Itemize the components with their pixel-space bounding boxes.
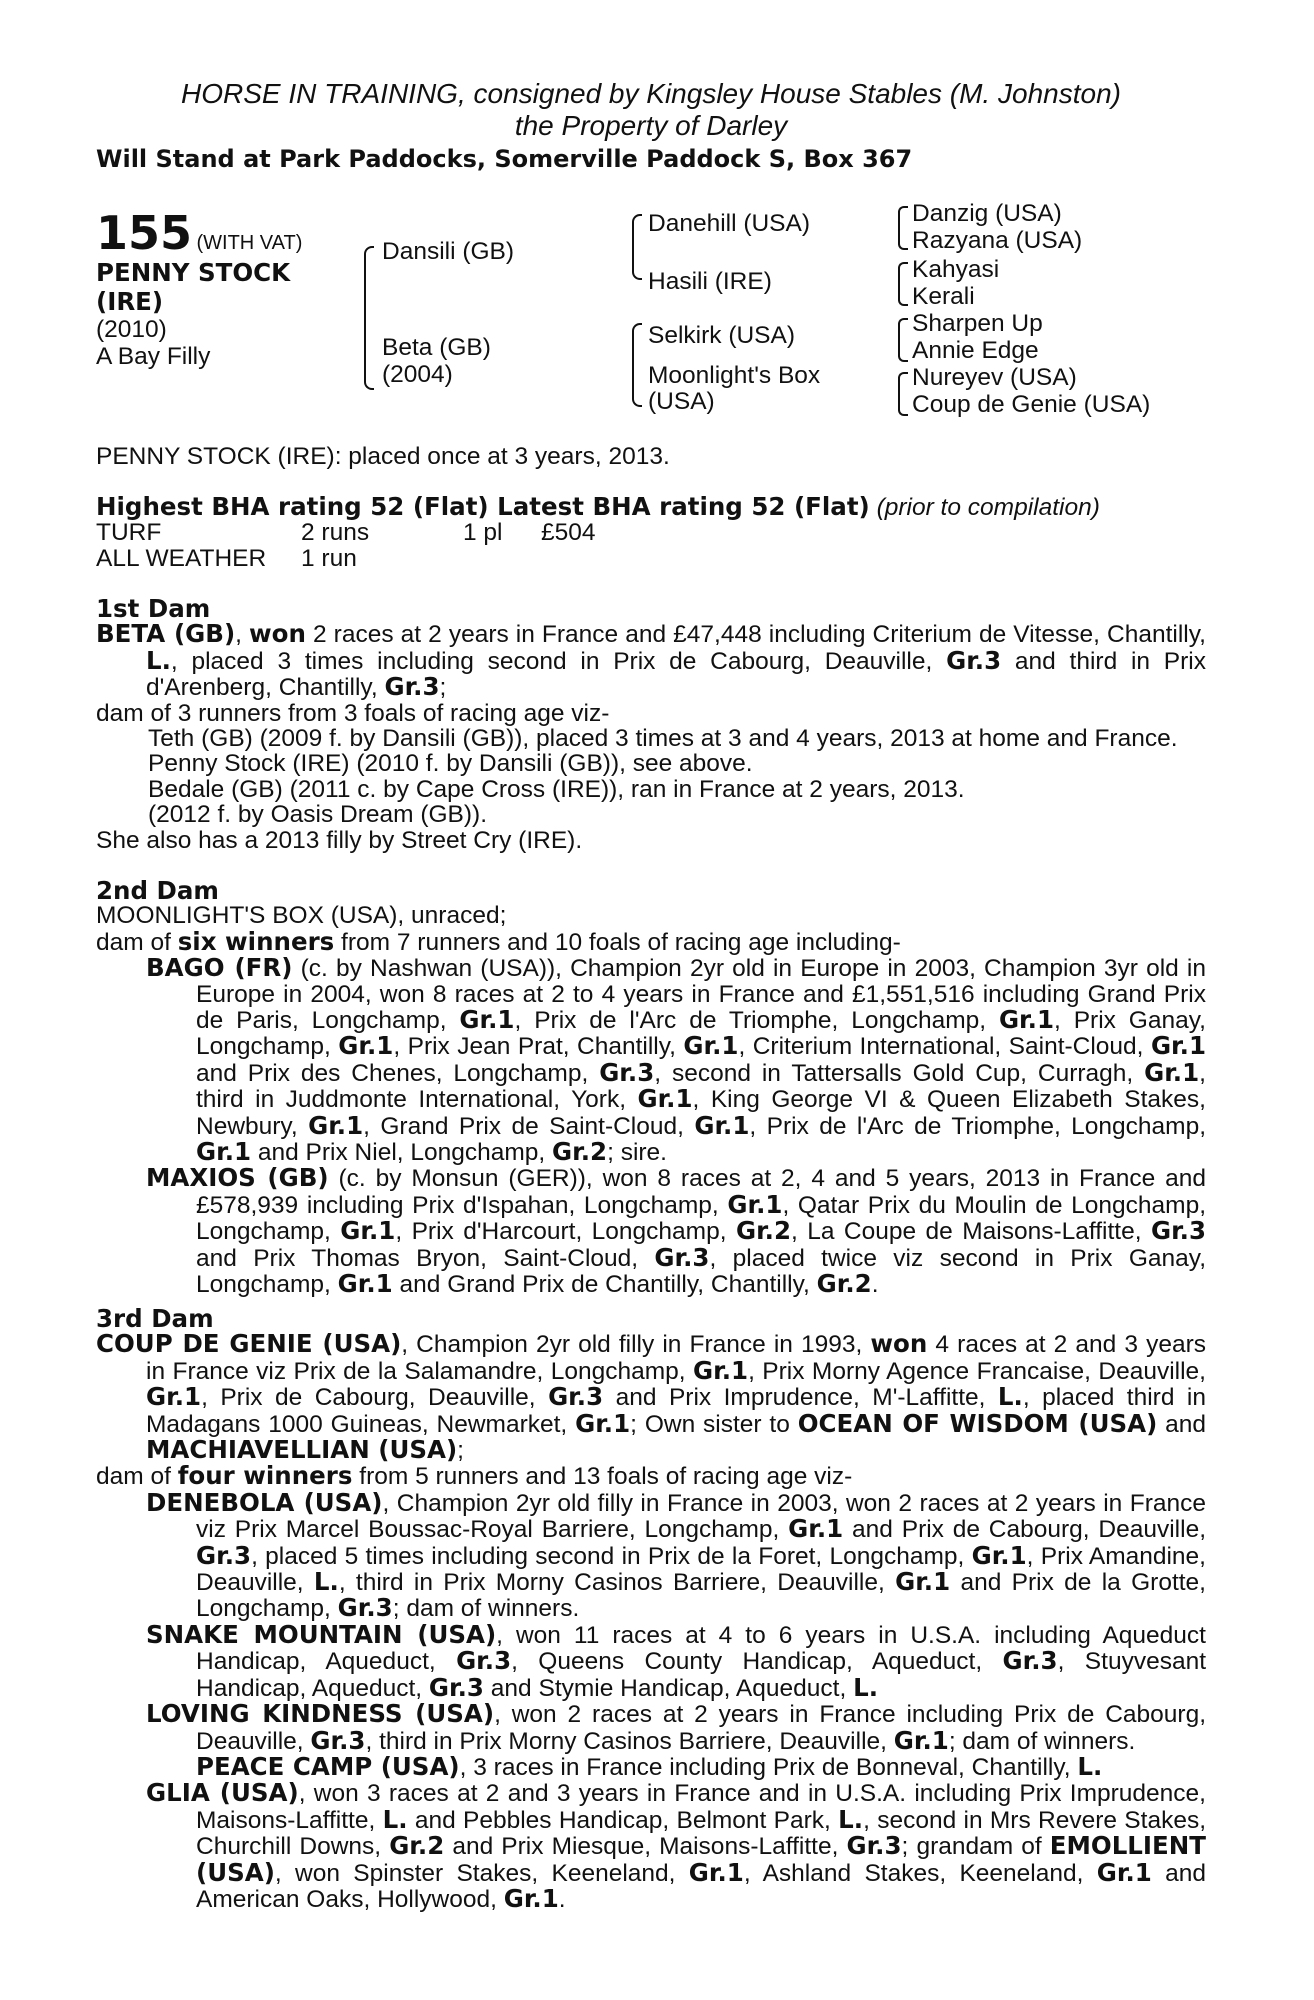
text-run: , placed third in Madagans 1000 Guineas, Newmarket, xyxy=(146,1384,1207,1438)
brace-gen1 xyxy=(364,246,374,390)
bold-text: Gr.1 xyxy=(895,1567,951,1597)
bold-text: Gr.3 xyxy=(337,1593,393,1623)
text-run: , placed twice viz second in Prix Ganay, Longchamp, xyxy=(196,1244,1206,1299)
bold-text: BETA (GB) xyxy=(96,619,236,649)
bold-text: DENEBOLA (USA) xyxy=(146,1487,383,1517)
text-run: ; Own sister to xyxy=(630,1410,798,1438)
pedigree-sire-dam: Hasili (IRE) xyxy=(648,268,772,295)
text-run: , Grand Prix de Saint-Cloud, xyxy=(363,1112,695,1140)
bold-text: Gr.2 xyxy=(552,1137,608,1167)
bold-text: Gr.3 xyxy=(456,1646,512,1676)
second-dam-section xyxy=(96,878,1206,1298)
pedigree-dam-year: (2004) xyxy=(382,361,453,388)
text-run: , Prix Jean Prat, Chantilly, xyxy=(393,1033,684,1061)
bold-text: SNAKE MOUNTAIN (USA) xyxy=(146,1619,497,1649)
pedigree-sire: Dansili (GB) xyxy=(382,238,515,265)
catalogue-page xyxy=(96,78,1207,1913)
brace-g3-1 xyxy=(898,206,908,250)
first-dam-heading: 1st Dam xyxy=(96,594,211,623)
bold-text: Gr.3 xyxy=(548,1382,604,1412)
aw-record xyxy=(96,546,1206,571)
text-run: and Prix Miesque, Maisons-Laffitte, xyxy=(444,1833,847,1861)
bold-text: Gr.1 xyxy=(575,1408,631,1438)
bold-text: Gr.1 xyxy=(1144,1057,1200,1087)
first-dam-foal-1: Teth (GB) (2009 f. by Dansili (GB)), placed 3 times at 3 and 4 years, 2013 at home and France. xyxy=(148,725,1178,753)
pedigree-dss: Sharpen Up xyxy=(912,310,1043,337)
bold-text: Gr.1 xyxy=(971,1540,1027,1570)
third-dam-entry-loving-kindness xyxy=(96,1701,1206,1754)
pedigree-dam: Beta (GB) xyxy=(382,334,491,361)
location-line: Will Stand at Park Paddocks, Somerville Paddock S, Box 367 xyxy=(96,145,913,173)
lot-number: 155 xyxy=(96,206,193,260)
pedigree-dam-sire: Selkirk (USA) xyxy=(648,322,796,349)
turf-label: TURF xyxy=(96,519,162,547)
third-dam-produce-intro xyxy=(96,1463,1206,1489)
bold-text: Gr.1 xyxy=(788,1514,844,1544)
text-run: , Stuyvesant Handicap, Aqueduct, xyxy=(196,1648,1206,1702)
bold-text: Gr.1 xyxy=(694,1110,750,1140)
bold-text: Gr.1 xyxy=(503,1883,559,1913)
text-run: , 3 races in France including Prix de Bonneval, Chantilly, xyxy=(459,1753,1078,1781)
third-dam-entry-glia xyxy=(96,1780,1206,1912)
first-dam-produce-intro: dam of 3 runners from 3 foals of racing age viz- xyxy=(96,699,610,727)
horse-name: PENNY STOCK xyxy=(96,258,291,287)
text-run: , Prix Ganay, Longchamp, xyxy=(196,1007,1206,1061)
text-run: , La Coupe de Maisons-Laffitte, xyxy=(791,1218,1151,1246)
bold-text: Gr.3 xyxy=(846,1831,902,1861)
first-dam-foal-2: Penny Stock (IRE) (2010 f. by Dansili (GB)), see above. xyxy=(148,750,753,778)
text-run: , won 3 races at 2 and 3 years in France and in U.S.A. including Prix Imprudence, Maisons-Laffitte, xyxy=(196,1780,1206,1834)
first-dam-foal-4: (2012 f. by Oasis Dream (GB)). xyxy=(148,801,488,829)
text-run: from 7 runners and 10 foals of racing age including- xyxy=(334,928,901,956)
bold-text: OCEAN OF WISDOM (USA) xyxy=(797,1408,1158,1438)
horse-description: A Bay Filly xyxy=(96,343,211,370)
bold-text: Gr.2 xyxy=(389,1831,445,1861)
first-dam-foal-3: Bedale (GB) (2011 c. by Cape Cross (IRE)), ran in France at 2 years, 2013. xyxy=(148,775,965,803)
bold-text: COUP DE GENIE (USA) xyxy=(96,1329,402,1359)
rating-text: Highest BHA rating 52 (Flat) Latest BHA rating 52 (Flat) xyxy=(96,492,870,521)
pedigree-sss: Danzig (USA) xyxy=(912,200,1062,227)
bold-text: Gr.2 xyxy=(816,1269,872,1299)
bold-text: Gr.3 xyxy=(310,1725,366,1755)
pedigree-sire-sire: Danehill (USA) xyxy=(648,210,811,237)
bold-text: L. xyxy=(838,1804,864,1834)
bold-text: Gr.3 xyxy=(1002,1646,1058,1676)
text-run: ; xyxy=(457,1437,464,1465)
text-run: , won 2 races at 2 years in France including Prix de Cabourg, Deauville, xyxy=(196,1701,1206,1755)
aw-runs: 1 run xyxy=(301,544,357,572)
bold-text: L. xyxy=(313,1567,339,1597)
text-run: , won Spinster Stakes, Keeneland, xyxy=(274,1859,689,1887)
second-dam-entry-maxios xyxy=(96,1165,1206,1297)
brace-g3-4 xyxy=(898,372,908,416)
bold-text: Gr.1 xyxy=(688,1857,744,1887)
bold-text: GLIA (USA) xyxy=(146,1778,299,1808)
bold-text: MACHIAVELLIAN (USA) xyxy=(146,1435,458,1465)
text-run: , third in Prix Morny Casinos Barriere, Deauville, xyxy=(338,1569,896,1597)
pedigree-sds: Kahyasi xyxy=(912,256,1000,283)
pedigree-dds: Nureyev (USA) xyxy=(912,364,1077,391)
bold-text: Gr.3 xyxy=(196,1540,252,1570)
text-run: , Queens County Handicap, Aqueduct, xyxy=(511,1648,1003,1676)
bold-text: Gr.3 xyxy=(654,1242,710,1272)
text-run: , Prix Amandine, Deauville, xyxy=(196,1542,1206,1597)
pedigree-sdd: Kerali xyxy=(912,283,975,310)
page-header xyxy=(96,78,1206,176)
horse-name-country: (IRE) xyxy=(96,287,164,316)
text-run: , Prix de Cabourg, Deauville, xyxy=(201,1384,549,1412)
text-run: , second in Tattersalls Gold Cup, Curragh, xyxy=(654,1059,1145,1087)
brace-g3-3 xyxy=(898,318,908,362)
bold-text: L. xyxy=(853,1672,878,1702)
bold-text: six winners xyxy=(177,926,335,956)
bold-text: Gr.1 xyxy=(727,1189,783,1219)
bold-text: Gr.1 xyxy=(459,1005,515,1035)
brace-sire-line xyxy=(632,214,642,280)
text-run: , third in Juddmonte International, York, xyxy=(196,1059,1206,1114)
bold-text: Gr.1 xyxy=(340,1216,396,1246)
bold-text: PEACE CAMP (USA) xyxy=(196,1751,460,1781)
first-dam-section xyxy=(96,596,1206,853)
text-run: and Prix de la Grotte, Longchamp, xyxy=(196,1569,1206,1623)
text-run: , Criterium International, Saint-Cloud, xyxy=(738,1033,1151,1061)
turf-prize: £504 xyxy=(541,519,596,547)
third-dam-entry-snake-mountain xyxy=(96,1619,1206,1702)
bold-text: BAGO (FR) xyxy=(146,953,293,983)
text-run: , placed 5 times including second in Prix de la Foret, Longchamp, xyxy=(251,1542,972,1570)
text-run: , Prix Morny Agence Francaise, Deauville, xyxy=(748,1357,1206,1385)
text-run: and Stymie Handicap, Aqueduct, xyxy=(483,1674,854,1702)
text-run: , Prix de l'Arc de Triomphe, Longchamp, xyxy=(749,1112,1207,1140)
pedigree-ssd: Razyana (USA) xyxy=(912,227,1083,254)
bold-text: Gr.1 xyxy=(693,1355,749,1385)
lot-block xyxy=(96,208,396,370)
bold-text: Gr.1 xyxy=(1096,1857,1152,1887)
text-run: and third in Prix d'Arenberg, Chantilly, xyxy=(146,647,1206,702)
bold-text: Gr.3 xyxy=(599,1057,655,1087)
bold-text: MAXIOS (GB) xyxy=(146,1163,329,1193)
turf-placings: 1 pl xyxy=(463,519,503,547)
text-run: , Qatar Prix du Moulin de Longchamp, Longchamp, xyxy=(196,1191,1206,1246)
text-run: and Prix Thomas Bryon, Saint-Cloud, xyxy=(196,1244,655,1272)
rating-block xyxy=(96,494,1206,571)
text-run: , Champion 2yr old filly in France in 2003, won 2 races at 2 years in France viz Prix Marcel Boussac-Royal Barriere, Longchamp, xyxy=(196,1489,1207,1544)
second-dam-produce-intro xyxy=(96,926,1206,956)
first-dam-note: She also has a 2013 filly by Street Cry (IRE). xyxy=(96,826,583,854)
bold-text: Gr.1 xyxy=(1150,1031,1206,1061)
bold-text: Gr.1 xyxy=(637,1084,693,1114)
text-run: , Champion 2yr old filly in France in 1993, xyxy=(401,1331,871,1359)
third-dam-record xyxy=(96,1331,1206,1463)
bold-text: won xyxy=(870,1329,928,1359)
rating-note: (prior to compilation) xyxy=(876,494,1100,521)
bold-text: Gr.1 xyxy=(196,1137,252,1167)
pedigree-ddd: Coup de Genie (USA) xyxy=(912,391,1151,418)
turf-runs: 2 runs xyxy=(301,519,370,547)
bold-text: Gr.1 xyxy=(893,1725,949,1755)
bold-text: L. xyxy=(146,645,171,675)
third-dam-section xyxy=(96,1306,1206,1912)
first-dam-record xyxy=(96,621,1206,700)
text-run: , third in Prix Morny Casinos Barriere, Deauville, xyxy=(365,1727,894,1755)
bold-text: L. xyxy=(382,1804,408,1834)
text-run: and xyxy=(1157,1410,1206,1438)
text-run: (c. by Nashwan (USA)), Champion 2yr old in Europe in 2003, Champion 3yr old in Europe in 2004, won 8 races at 2 to 4 years in France and £1,551,516 including Grand Prix de Paris, Longchamp, xyxy=(196,955,1206,1035)
consignor-line: HORSE IN TRAINING, consigned by Kingsley House Stables (M. Johnston) xyxy=(181,78,1121,109)
third-dam-heading: 3rd Dam xyxy=(96,1304,214,1333)
text-run: , won 11 races at 4 to 6 years in U.S.A. including Aqueduct Handicap, Aqueduct, xyxy=(196,1621,1206,1676)
text-run: , King George VI & Queen Elizabeth Stakes, Newbury, xyxy=(196,1086,1206,1140)
text-run: , Ashland Stakes, Keeneland, xyxy=(743,1859,1097,1887)
bold-text: Gr.1 xyxy=(998,1005,1054,1035)
pedigree-dam-dam: Moonlight's Box xyxy=(648,362,821,389)
bold-text: Gr.3 xyxy=(1150,1216,1207,1246)
text-run: 4 races at 2 and 3 years in France viz Prix de la Salamandre, Longchamp, xyxy=(146,1331,1207,1385)
race-summary: PENNY STOCK (IRE): placed once at 3 years, 2013. xyxy=(96,443,670,470)
text-run: ; dam of winners. xyxy=(948,1727,1136,1755)
bold-text: Gr.1 xyxy=(146,1382,202,1412)
text-run: and Prix Imprudence, M'-Laffitte, xyxy=(603,1384,998,1412)
brace-dam-line xyxy=(632,323,642,407)
text-run: . xyxy=(871,1271,879,1299)
text-run: ; dam of winners. xyxy=(392,1595,580,1623)
bold-text: LOVING KINDNESS (USA) xyxy=(146,1699,495,1729)
bold-text: L. xyxy=(1077,1751,1103,1781)
text-run: ; xyxy=(439,674,447,702)
brace-g3-2 xyxy=(898,262,908,306)
text-run: from 5 runners and 13 foals of racing age viz- xyxy=(352,1463,853,1491)
text-run: , Prix d'Harcourt, Longchamp, xyxy=(395,1218,736,1246)
text-run: , Prix de l'Arc de Triomphe, Longchamp, xyxy=(514,1007,999,1035)
second-dam-heading: 2nd Dam xyxy=(96,876,219,905)
text-run: ; grandam of xyxy=(901,1833,1050,1861)
bold-text: won xyxy=(249,619,306,649)
text-run: , xyxy=(235,621,250,649)
bold-text: EMOLLIENT (USA) xyxy=(196,1831,1206,1887)
text-run: . xyxy=(558,1885,566,1913)
bold-text: Gr.1 xyxy=(308,1110,364,1140)
bold-text: Gr.3 xyxy=(384,672,440,702)
text-run: (c. by Monsun (GER)), won 8 races at 2, 4 and 5 years, 2013 in France and £578,939 including Prix d'Ispahan, Longchamp, xyxy=(196,1165,1206,1219)
bold-text: Gr.3 xyxy=(946,645,1002,675)
text-run: 2 races at 2 years in France and £47,448 including Criterium de Vitesse, Chantilly, xyxy=(305,621,1206,649)
property-line: the Property of Darley xyxy=(514,110,788,141)
pedigree-dsd: Annie Edge xyxy=(912,337,1039,364)
bold-text: Gr.1 xyxy=(337,1269,393,1299)
text-run: and Prix Niel, Longchamp, xyxy=(251,1139,553,1167)
text-run: and Pebbles Handicap, Belmont Park, xyxy=(407,1806,839,1834)
pedigree-dam-dam-country: (USA) xyxy=(648,388,715,415)
second-dam-entry-bago xyxy=(96,955,1206,1165)
text-run: and Prix de Cabourg, Deauville, xyxy=(843,1516,1207,1544)
second-dam-name: MOONLIGHT'S BOX (USA), unraced; xyxy=(96,902,507,930)
foaling-year: (2010) xyxy=(96,316,167,343)
third-dam-entry-peace-camp xyxy=(96,1751,1206,1781)
text-run: dam of xyxy=(96,1463,178,1491)
bold-text: Gr.1 xyxy=(683,1031,739,1061)
bold-text: L. xyxy=(997,1382,1023,1412)
text-run: and Grand Prix de Chantilly, Chantilly, xyxy=(392,1271,817,1299)
text-run: and American Oaks, Hollywood, xyxy=(196,1859,1206,1913)
text-run: , placed 3 times including second in Prix de Cabourg, Deauville, xyxy=(170,647,947,675)
lot-vat: (WITH VAT) xyxy=(196,232,303,254)
turf-record xyxy=(96,520,1206,545)
third-dam-entry-denebola xyxy=(96,1487,1207,1623)
bold-text: Gr.2 xyxy=(735,1216,792,1246)
bold-text: Gr.1 xyxy=(338,1031,394,1061)
text-run: and Prix des Chenes, Longchamp, xyxy=(196,1059,600,1087)
text-run: , second in Mrs Revere Stakes, Churchill Downs, xyxy=(196,1806,1207,1861)
text-run: dam of xyxy=(96,928,178,956)
bold-text: Gr.3 xyxy=(428,1672,484,1702)
aw-label: ALL WEATHER xyxy=(96,544,267,572)
bold-text: four winners xyxy=(177,1461,353,1491)
text-run: ; sire. xyxy=(607,1139,667,1167)
